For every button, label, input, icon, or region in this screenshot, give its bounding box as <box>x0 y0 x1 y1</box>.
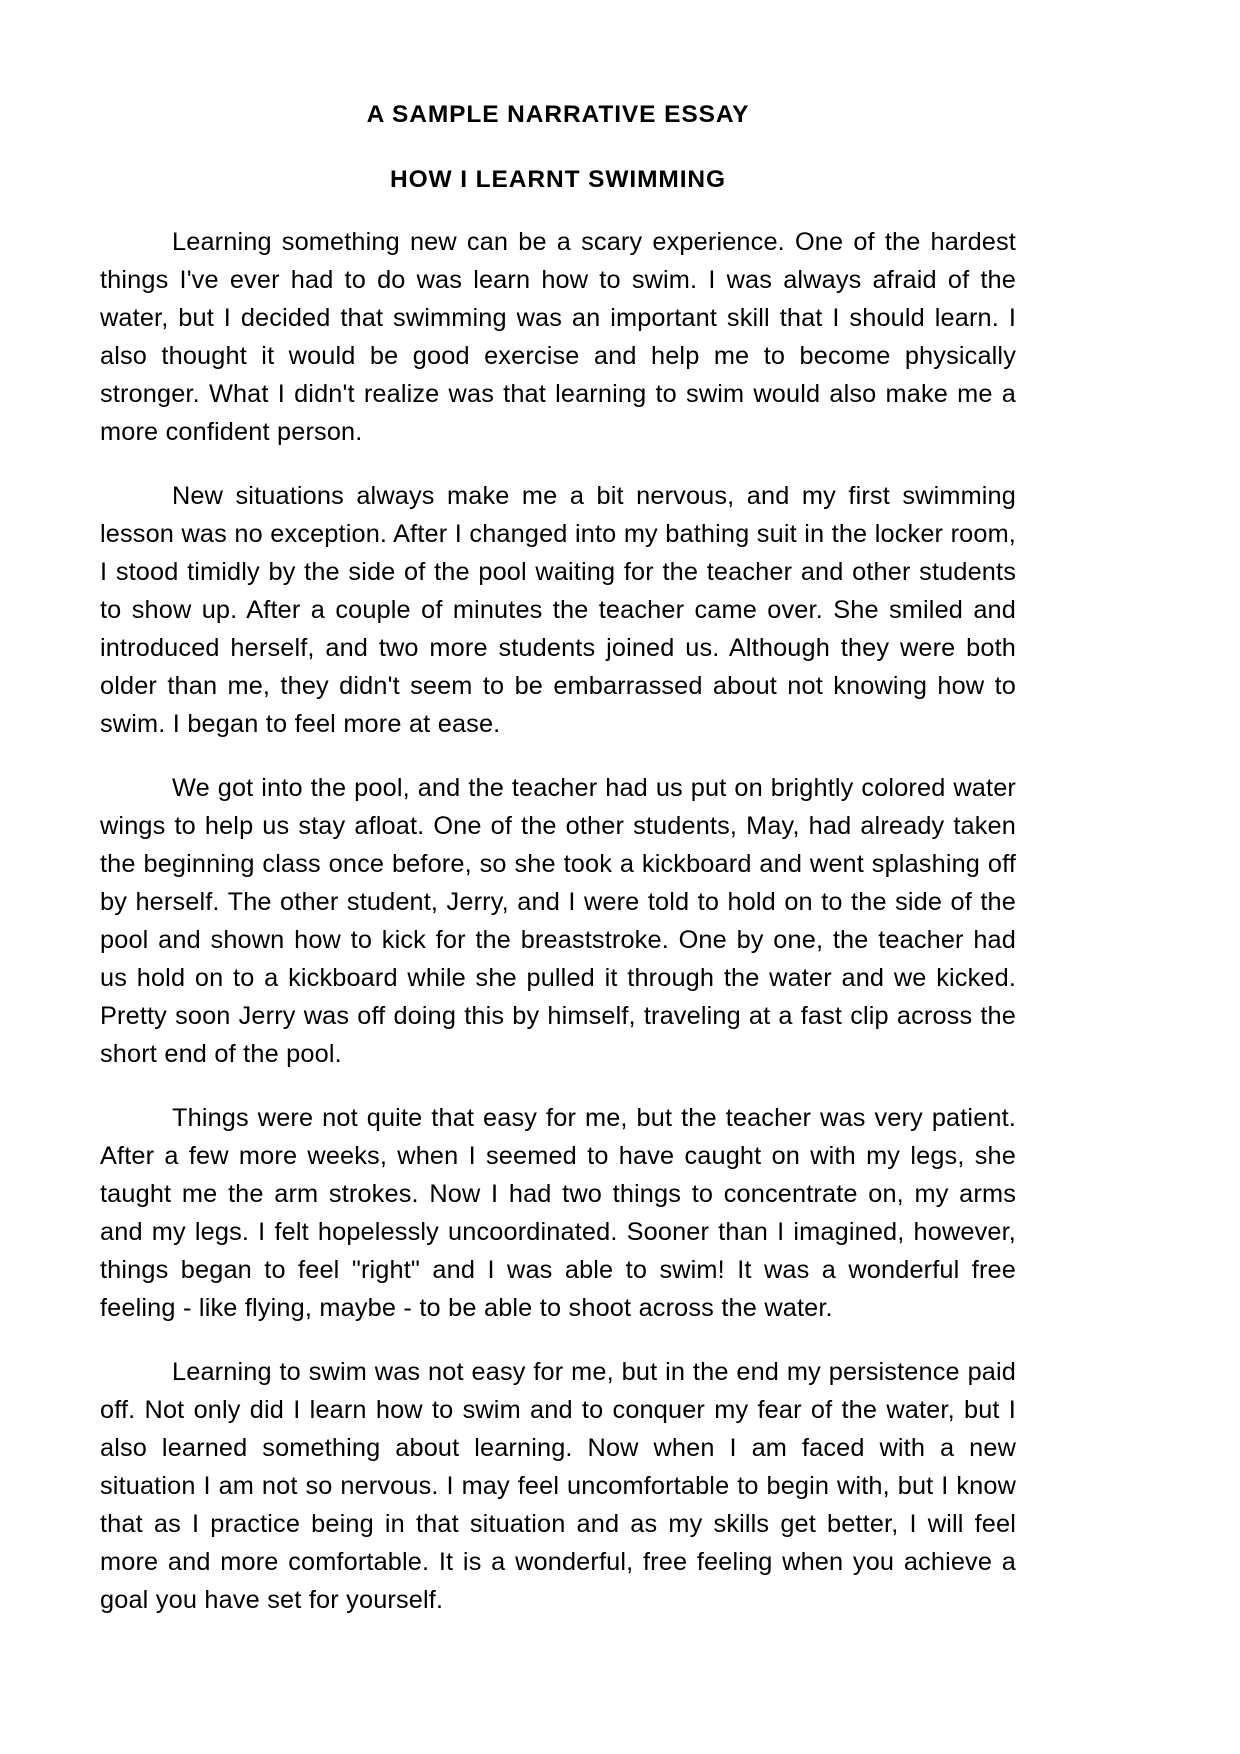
paragraph: New situations always make me a bit nervous, and my first swimming lesson was no exception. After I changed into my bathing suit in the locker room, I stood timidly by the side of the pool waiting for the teacher and other students to show up. After a couple of minutes the teacher came over. She smiled and introduced herself, and two more students joined us. Although they were both older than me, they didn't seem to be embarrassed about not knowing how to swim. I began to feel more at ease. <box>100 481 1016 738</box>
paragraph: Learning to swim was not easy for me, but in the end my persistence paid off. Not only did I learn how to swim and to conquer my fear of the water, but I also learned something about learning. Now when I am faced with a new situation I am not so nervous. I may feel uncomfortable to begin with, but I know that as I practice being in that situation and as my skills get better, I will feel more and more comfortable. It is a wonderful, free feeling when you achieve a goal you have set for yourself. <box>100 1357 1016 1614</box>
paragraph: Things were not quite that easy for me, but the teacher was very patient. After a few more weeks, when I seemed to have caught on with my legs, she taught me the arm strokes. Now I had two things to concentrate on, my arms and my legs. I felt hopelessly uncoordinated. Sooner than I imagined, however, things began to feel "right" and I was able to swim! It was a wonderful free feeling - like flying, maybe - to be able to shoot across the water. <box>100 1103 1016 1322</box>
paragraph: Learning something new can be a scary experience. One of the hardest things I've ever had to do was learn how to swim. I was always afraid of the water, but I decided that swimming was an important skill that I should learn. I also thought it would be good exercise and help me to become physically stronger. What I didn't realize was that learning to swim would also make me a more confident person. <box>100 227 1016 446</box>
page-subtitle: HOW I LEARNT SWIMMING <box>389 165 726 193</box>
paragraph: We got into the pool, and the teacher had us put on brightly colored water wings to help us stay afloat. One of the other students, May, had already taken the beginning class once before, so she took a kickboard and went splashing off by herself. The other student, Jerry, and I were told to hold on to the side of the pool and shown how to kick for the breaststroke. One by one, the teacher had us hold on to a kickboard while she pulled it through the water and we kicked. Pretty soon Jerry was off doing this by himself, traveling at a fast clip across the short end of the pool. <box>100 773 1016 1068</box>
essay-body <box>100 194 1016 1619</box>
document-content <box>100 96 1016 1619</box>
page-title: A SAMPLE NARRATIVE ESSAY <box>366 101 750 128</box>
